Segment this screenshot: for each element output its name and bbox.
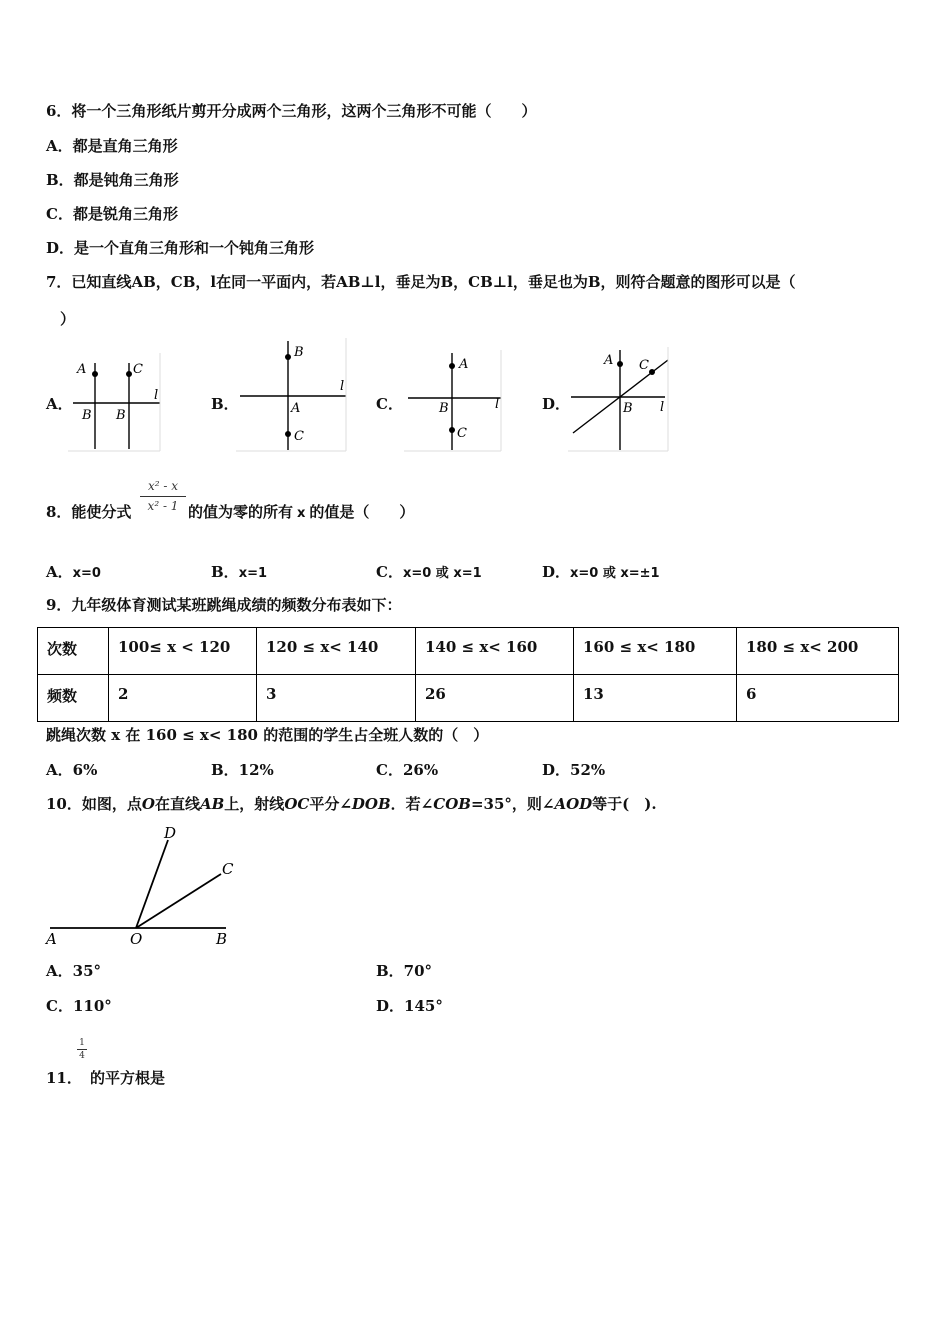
q11-fraction-denominator: 4 [79,1051,85,1061]
q6-option-b: B．都是钝角三角形 [46,171,179,189]
q10-stem-angle-cob: COB [433,795,471,813]
q6-option-d: D．是一个直角三角形和一个钝角三角形 [46,239,315,257]
table-header-cell: 次数 [38,628,109,675]
q9-option-b: B．12% [211,761,274,779]
q10-option-a: A．35° [46,962,102,980]
table-cell: 3 [257,675,416,722]
q6-option-a: A．都是直角三角形 [46,137,178,155]
q7-figure-b-label-a: A [291,401,301,416]
q9-option-d: D．52% [542,761,606,779]
q8-stem-var: x [297,506,306,521]
q8-stem-prefix: 8．能使分式 [46,503,132,521]
table-header-cell: 180 ≤ x< 200 [737,628,899,675]
q9-stem: 9．九年级体育测试某班跳绳成绩的频数分布表如下： [46,596,402,614]
q7-figure-d-point-c [649,369,655,375]
q7-figure-b-point-b [285,354,291,360]
q7-stem-close: ） [60,310,76,328]
q7-figure-a-label-c: C [133,362,143,377]
q8-stem-end: 的值是（ ） [309,503,415,521]
q11-fraction-numerator: 1 [79,1038,85,1048]
q8-option-a [46,562,101,584]
q7-option-c-label: C． [376,395,403,413]
q10-stem-part: ．若∠ [390,795,434,813]
q10-option-b: B．70° [376,962,433,980]
q7-figure-d-label-c: C [639,358,649,373]
q10-figure-label-a: A [46,930,57,948]
q8-option-c-label: C． [376,563,403,581]
q10-stem-part: 上，射线 [224,795,285,813]
q11-fraction-bar [77,1049,87,1050]
q8-option-b [211,562,267,584]
q7-figure-c-label-b: B [439,401,449,416]
q10-stem-part: 平分∠ [309,795,352,813]
q11-fraction [76,1038,88,1061]
table-cell: 2 [109,675,257,722]
q8-option-d [542,562,660,584]
q6-option-c: C．都是锐角三角形 [46,205,178,223]
q10-stem-part: 等于( ). [592,795,657,813]
q7-figure-d [568,347,672,453]
q8-fraction [140,479,186,513]
table-cell: 13 [574,675,737,722]
q9-option-c: C．26% [376,761,439,779]
q10-stem-angle-aod: AOD [554,795,593,813]
q7-option-b-label: B． [211,395,239,413]
q11-text: 的平方根是 [90,1069,166,1087]
q10-stem-part: 10．如图，点 [46,795,142,813]
q7-figure-b-point-c [285,431,291,437]
table-header-cell: 160 ≤ x< 180 [574,628,737,675]
q7-figure-d-label-a: A [604,353,614,368]
q8-option-b-label: B． [211,563,239,581]
q10-figure-ray-od [136,840,168,928]
table-header-cell: 100≤ x < 120 [109,628,257,675]
q10-figure-label-d: D [164,824,177,842]
table-row [38,628,899,675]
q7-option-a-label: A． [46,395,73,413]
q7-figure-c-label-c: C [457,426,467,441]
table-header-cell: 140 ≤ x< 160 [416,628,574,675]
q9-option-a: A．6% [46,761,98,779]
q7-figure-c-point-c [449,427,455,433]
q7-figure-a-point-a [92,371,98,377]
q7-figure-b-label-c: C [294,429,304,444]
q7-figure-c-label-a: A [459,357,469,372]
q7-figure-c-label-l: l [495,397,500,412]
q7-option-d-label: D． [542,395,571,413]
q7-figure-a-label-l: l [154,388,159,403]
q8-fraction-bar [140,496,186,497]
q8-option-b-value: x=1 [238,566,268,581]
q7-stem: 7．已知直线AB，CB，l在同一平面内，若AB⊥l，垂足为B，CB⊥l，垂足也为B，则符合题意的图形可以是（ [46,273,796,291]
q10-figure [40,822,245,950]
q7-figure-c [404,350,506,453]
q8-fraction-numerator: x² - x [147,479,179,493]
q8-stem-suffix-text: 的值为零的所有 [188,503,294,521]
table-row [38,675,899,722]
q7-figure-d-point-a [617,361,623,367]
q10-stem-angle-dob: DOB [351,795,391,813]
q7-figure-b-label-l: l [340,379,345,394]
q8-option-a-value: x=0 [72,566,101,581]
q10-option-c: C．110° [46,997,112,1015]
q10-figure-label-c: C [222,860,234,878]
q7-figure-b [236,338,351,453]
q7-figure-a-label-b1: B [82,408,92,423]
q7-figure-a [68,353,166,453]
q10-option-d: D．145° [376,997,443,1015]
q9-frequency-table [37,627,899,722]
q7-figure-a-label-a: A [77,362,87,377]
q8-option-d-label: D． [542,563,571,581]
q10-stem [46,794,657,814]
q7-figure-c-point-a [449,363,455,369]
q7-figure-a-point-c [126,371,132,377]
q10-stem-ray-oc: OC [284,795,310,813]
q10-stem-part: 在直线 [154,795,200,813]
q10-stem-line-ab: AB [199,795,225,813]
q8-stem-suffix [188,502,414,524]
table-cell: 6 [737,675,899,722]
q7-figure-d-label-l: l [660,400,665,415]
q10-figure-label-o: O [130,930,143,948]
table-header-cell: 120 ≤ x< 140 [257,628,416,675]
q8-option-c [376,562,482,584]
q6-stem: 6．将一个三角形纸片剪开分成两个三角形，这两个三角形不可能（ ） [46,102,537,120]
q8-option-a-label: A． [46,563,73,581]
q7-figure-d-label-b: B [623,401,633,416]
table-cell: 频数 [38,675,109,722]
q10-stem-part: =35°，则∠ [470,795,555,813]
q9-question: 跳绳次数 x 在 160 ≤ x< 180 的范围的学生占全班人数的（ ） [46,726,489,744]
table-cell: 26 [416,675,574,722]
q8-option-d-value: x=0 或 x=±1 [570,566,660,581]
q10-figure-label-b: B [216,930,228,948]
q11-number: 11． [46,1069,82,1087]
q10-stem-point-o: O [141,795,155,813]
q8-fraction-denominator: x² - 1 [147,499,179,513]
q8-option-c-value: x=0 或 x=1 [402,566,482,581]
q7-figure-a-label-b2: B [116,408,126,423]
q10-figure-ray-oc [136,874,221,928]
q7-figure-b-label-b: B [294,345,304,360]
